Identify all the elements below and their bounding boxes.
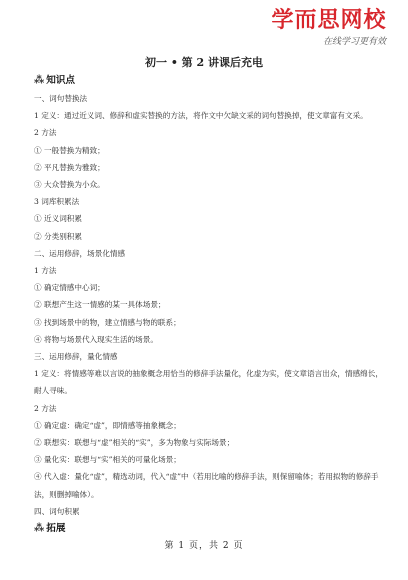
sparkle-icon: ⁂ — [34, 75, 45, 86]
logo-text: 学而思网校 — [271, 8, 387, 33]
text-line: ③ 找到场景中的物，建立情感与物的联系； — [34, 317, 181, 327]
text-line: 2 方法 — [34, 128, 57, 138]
text-line: ① 近义词积累 — [34, 214, 82, 224]
text-line: ② 平凡替换为雅致； — [34, 162, 105, 172]
document-body — [34, 72, 384, 538]
text-line: 二、运用修辞，场景化情感 — [34, 248, 126, 258]
section-knowledge — [34, 72, 384, 90]
logo-slogan: 在线学习更有效 — [322, 37, 386, 47]
text-line: ③ 量化实：联想与“实”相关的可量化场景； — [34, 455, 181, 465]
brand-logo — [264, 8, 394, 47]
text-line: 1 定义：通过近义词、修辞和虚实替换的方法，将作文中欠缺文采的词句替换掉，使文章富有文采。 — [34, 111, 368, 121]
text-line: ① 确定虚：确定“虚”，即情感等抽象概念； — [34, 420, 181, 430]
text-line: ④ 代入虚：量化“虚”，精选动词，代入“虚”中（若用比喻的修辞手法，则保留喻体；若用拟物的修辞手法，则删掉喻体）。 — [34, 472, 379, 499]
section-expand — [34, 520, 384, 538]
text-line: 3 词库积累法 — [34, 197, 80, 207]
page-title: 初一 • 第 2 讲课后充电 — [144, 56, 263, 69]
text-line: ② 联想产生这一情感的某一具体场景； — [34, 300, 166, 310]
section-expand-heading: 拓展 — [46, 523, 66, 535]
text-line: ① 确定情感中心词； — [34, 283, 105, 293]
text-line: ② 分类别积累 — [34, 231, 82, 241]
text-line: ③ 大众替换为小众。 — [34, 180, 105, 190]
text-line: 1 定义：将情感等难以言说的抽象概念用恰当的修辞手法量化，化虚为实，使文章语言出众，情感绵长，耐人寻味。 — [34, 369, 383, 396]
text-line: 1 方法 — [34, 266, 57, 276]
text-line: ④ 将物与场景代入现实生活的场景。 — [34, 334, 158, 344]
sparkle-icon: ⁂ — [34, 523, 45, 535]
section-knowledge-heading: 知识点 — [46, 75, 76, 86]
text-line: 四、词句积累 — [34, 506, 80, 516]
page-number: 第 1 页，共 2 页 — [164, 541, 244, 551]
text-line: ② 联想实：联想与“虚”相关的“实”，多为物象与实际场景； — [34, 438, 235, 448]
text-line: ① 一般替换为精致； — [34, 145, 105, 155]
text-line: 2 方法 — [34, 403, 57, 413]
text-line: 一、词句替换法 — [34, 94, 88, 103]
text-line: 三、运用修辞，量化情感 — [34, 352, 118, 362]
